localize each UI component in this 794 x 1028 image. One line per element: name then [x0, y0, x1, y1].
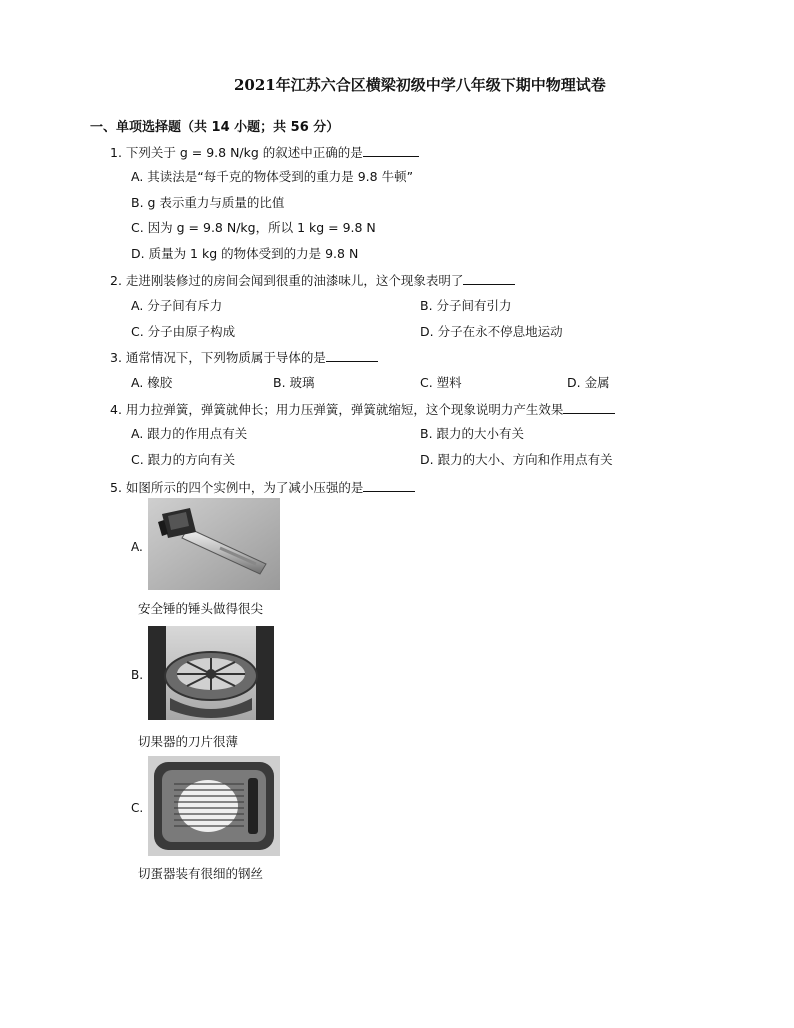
answer-blank — [563, 401, 615, 414]
question-2-stem — [110, 271, 515, 289]
question-4-stem — [110, 400, 615, 418]
question-3-stem — [110, 348, 378, 366]
question-5-option-a-caption: 安全锤的锤头做得很尖 — [138, 601, 264, 616]
safety-hammer-photo — [148, 498, 280, 590]
answer-blank — [363, 479, 415, 492]
question-1-option-c: C. 因为 g = 9.8 N/kg，所以 1 kg = 9.8 N — [131, 220, 376, 235]
question-5-option-c-caption: 切蛋器装有很细的钢丝 — [138, 866, 264, 881]
question-2-option-b: B. 分子间有引力 — [420, 298, 512, 313]
question-5-option-b-label: B. — [131, 668, 144, 682]
question-1-text: 1. 下列关于 g = 9.8 N/kg 的叙述中正确的是 — [110, 145, 363, 160]
question-3-option-d: D. 金属 — [567, 375, 610, 390]
fruit-cutter-photo — [148, 626, 274, 720]
question-3-option-b: B. 玻璃 — [273, 375, 315, 390]
answer-blank — [363, 144, 419, 157]
question-2-option-d: D. 分子在永不停息地运动 — [420, 324, 563, 339]
question-5-stem — [110, 478, 415, 496]
question-1-option-d: D. 质量为 1 kg 的物体受到的力是 9.8 N — [131, 246, 359, 261]
question-5-text: 5. 如图所示的四个实例中，为了减小压强的是 — [110, 480, 364, 495]
question-4-option-a: A. 跟力的作用点有关 — [131, 426, 248, 441]
question-1-option-a: A. 其读法是“每千克的物体受到的重力是 9.8 牛顿” — [131, 169, 414, 184]
egg-slicer-photo — [148, 756, 280, 856]
question-1-stem — [110, 143, 419, 161]
page-title: 2021年江苏六合区横梁初级中学八年级下期中物理试卷 — [234, 76, 606, 94]
question-5-option-c-label: C. — [131, 801, 144, 815]
question-3-option-a: A. 橡胶 — [131, 375, 173, 390]
question-2-option-c: C. 分子由原子构成 — [131, 324, 236, 339]
question-1-option-b: B. g 表示重力与质量的比值 — [131, 195, 285, 210]
answer-blank — [463, 272, 515, 285]
answer-blank — [326, 349, 378, 362]
section-heading: 一、单项选择题（共 14 小题；共 56 分） — [90, 120, 340, 135]
question-3-text: 3. 通常情况下，下列物质属于导体的是 — [110, 350, 326, 365]
question-4-option-c: C. 跟力的方向有关 — [131, 452, 236, 467]
question-4-option-d: D. 跟力的大小、方向和作用点有关 — [420, 452, 613, 467]
question-5-option-a-label: A. — [131, 540, 143, 554]
question-4-option-b: B. 跟力的大小有关 — [420, 426, 525, 441]
question-5-option-b-caption: 切果器的刀片很薄 — [138, 734, 239, 749]
question-3-option-c: C. 塑料 — [420, 375, 462, 390]
question-2-option-a: A. 分子间有斥力 — [131, 298, 223, 313]
question-2-text: 2. 走进刚装修过的房间会闻到很重的油漆味儿，这个现象表明了 — [110, 273, 464, 288]
question-4-text: 4. 用力拉弹簧，弹簧就伸长；用力压弹簧，弹簧就缩短，这个现象说明力产生效果 — [110, 402, 564, 417]
